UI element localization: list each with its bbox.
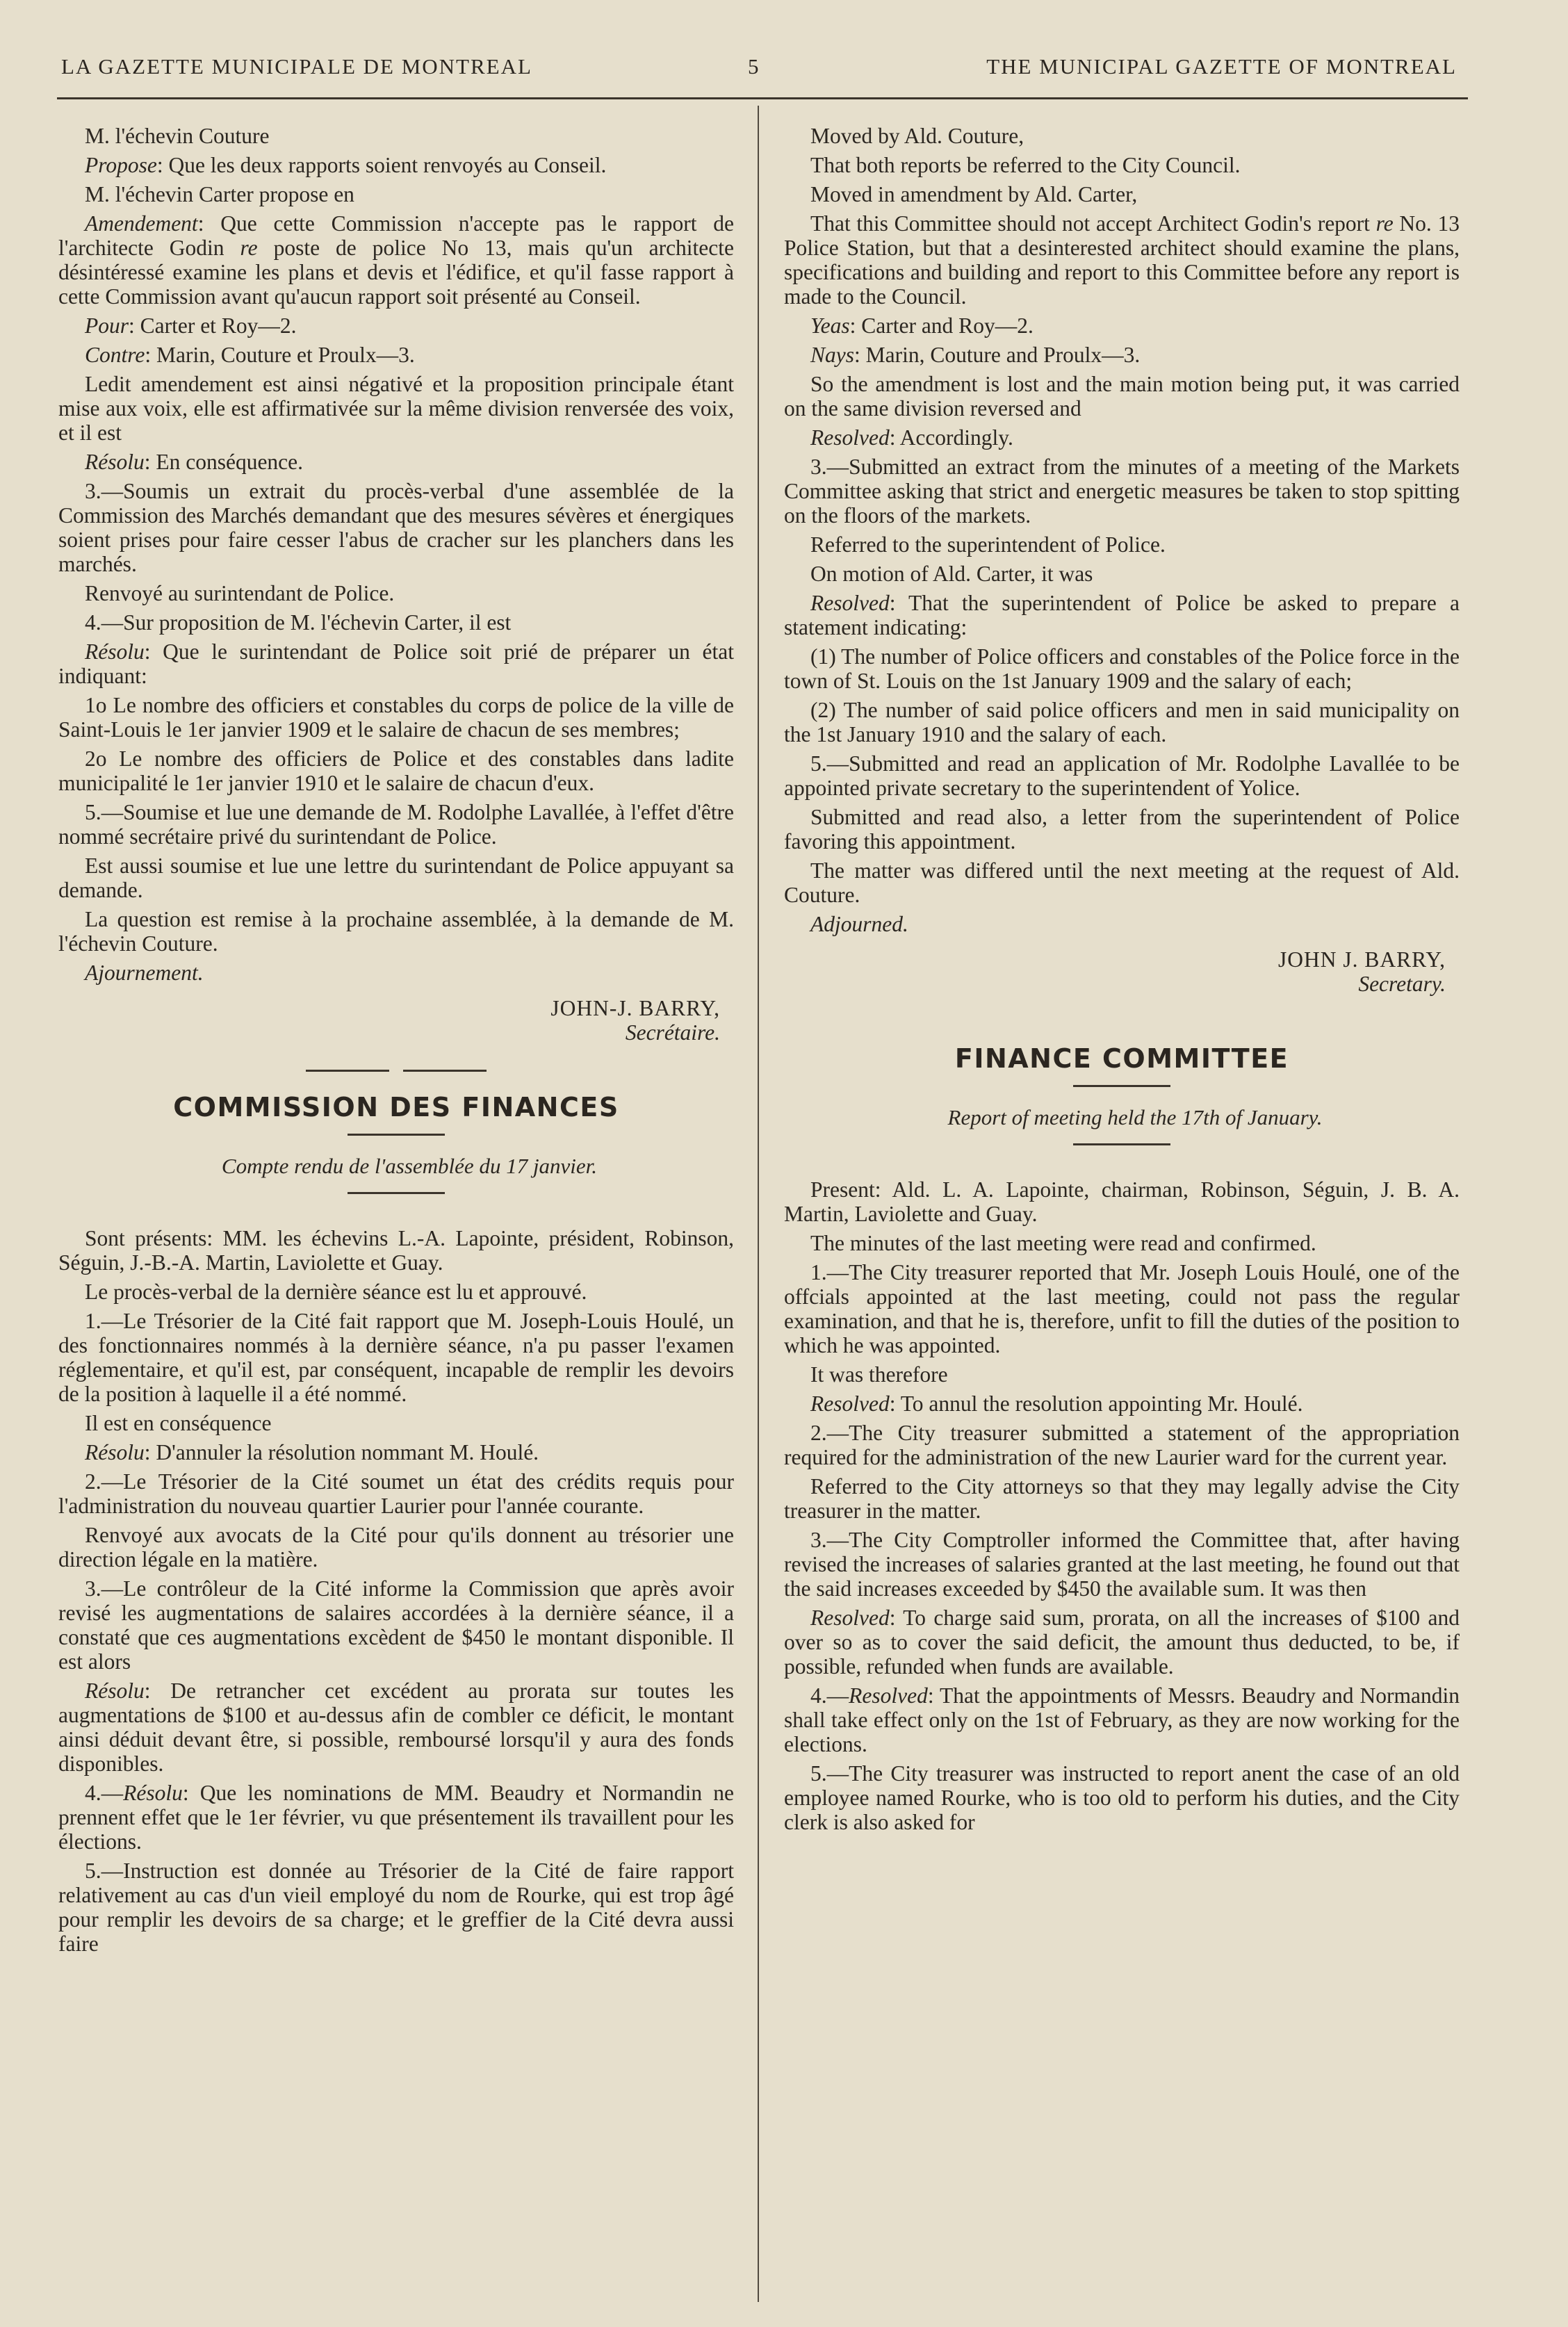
title-rule [1073, 1085, 1170, 1087]
paragraph: 2o Le nombre des officiers de Police et des constables dans ladite municipalité le 1er janvier 1910 et le salaire de chacun d'eux. [58, 746, 734, 795]
paragraph: 3.—Soumis un extrait du procès-verbal d'une assemblée de la Commission des Marchés demandant que des mesures sévères et énergiques soient prises pour faire cesser l'abus de cracher sur les planchers dans les marchés. [58, 479, 734, 576]
paragraph: Résolu: De retrancher cet excédent au prorata sur toutes les augmentations de $100 et au-dessus afin de combler ce déficit, le montant ainsi déduit devant être, si possible, remboursé lorsqu'il y aura des fonds disponibles. [58, 1679, 734, 1776]
paragraph: Sont présents: MM. les échevins L.-A. Lapointe, président, Robinson, Séguin, J.-B.-A. Martin, Laviolette et Guay. [58, 1226, 734, 1275]
paragraph: Renvoyé aux avocats de la Cité pour qu'ils donnent au trésorier une direction légale en la matière. [58, 1523, 734, 1571]
header-rule [57, 97, 1468, 99]
paragraph: (2) The number of said police officers and men in said municipality on the 1st January 1910 and the salary of each. [784, 698, 1460, 746]
paragraph: Referred to the superintendent of Police. [810, 532, 1166, 557]
signature-block [784, 947, 1460, 996]
paragraph: Referred to the City attorneys so that they may legally advise the City treasurer in the matter. [784, 1474, 1460, 1523]
paragraph: Pour: Carter et Roy—2. [85, 313, 297, 338]
paragraph: Est aussi soumise et lue une lettre du surintendant de Police appuyant sa demande. [58, 854, 734, 902]
signature-name: JOHN-J. BARRY, [550, 996, 720, 1020]
paragraph: Moved by Ald. Couture, [810, 124, 1024, 148]
paragraph: Resolved: To annul the resolution appointing Mr. Houlé. [810, 1391, 1303, 1416]
running-header-english: THE MUNICIPAL GAZETTE OF MONTREAL [986, 54, 1457, 79]
title-rule [348, 1134, 445, 1136]
paragraph: M. l'échevin Carter propose en [85, 182, 354, 206]
paragraph: 2.—The City treasurer submitted a statement of the appropriation required for the administration of the new Laurier ward for the current year. [784, 1421, 1460, 1469]
paragraph: Contre: Marin, Couture et Proulx—3. [85, 343, 415, 367]
paragraph: Le procès-verbal de la dernière séance est lu et approuvé. [85, 1280, 587, 1304]
paragraph: Amendement: Que cette Commission n'accepte pas le rapport de l'architecte Godin re poste de police No 13, mais qu'un architecte désintéressé examine les plans et devis et l'édifice, et qu'il fasse rapport à cette Commission avant qu'aucun rapport soit présenté au Conseil. [58, 211, 735, 309]
paragraph: On motion of Ald. Carter, it was [810, 562, 1093, 586]
section-divider [58, 1070, 734, 1072]
paragraph: Résolu: Que le surintendant de Police soit prié de préparer un état indiquant: [58, 639, 734, 688]
paragraph: Present: Ald. L. A. Lapointe, chairman, Robinson, Séguin, J. B. A. Martin, Laviolette and Guay. [784, 1177, 1460, 1226]
paragraph: Resolved: To charge said sum, prorata, on all the increases of $100 and over so as to cover the said deficit, the amount thus deducted, to be, if possible, refunded when funds are available. [784, 1606, 1460, 1679]
paragraph: La question est remise à la prochaine assemblée, à la demande de M. l'échevin Couture. [58, 907, 734, 956]
paragraph: Résolu: D'annuler la résolution nommant M. Houlé. [85, 1440, 539, 1464]
paragraph: 4.—Resolved: That the appointments of Messrs. Beaudry and Normandin shall take effect only on the 1st of February, as they are now working for the elections. [784, 1683, 1460, 1756]
section-title: FINANCE COMMITTEE [954, 1043, 1289, 1074]
paragraph: Ajournement. [85, 961, 204, 985]
paragraph: Yeas: Carter and Roy—2. [810, 313, 1034, 338]
english-column [784, 124, 1460, 1839]
paragraph: That both reports be referred to the City Council. [810, 153, 1241, 177]
section-subtitle: Report of meeting held the 17th of January. [947, 1105, 1323, 1129]
paragraph: That this Committee should not accept Architect Godin's report re No. 13 Police Station, but that a desinterested architect should examine the plans, specifications and building and report to this Committee before any report is made to the Council. [784, 211, 1460, 309]
section-subtitle: Compte rendu de l'assemblée du 17 janvier. [221, 1154, 598, 1178]
french-column [58, 124, 734, 1961]
paragraph: The matter was differed until the next meeting at the request of Ald. Couture. [784, 858, 1460, 907]
paragraph: 1.—Le Trésorier de la Cité fait rapport que M. Joseph-Louis Houlé, un des fonctionnaires nommés à la dernière séance, n'a pu passer l'examen réglementaire, et qu'il est, par conséquent, incapable de remplir les devoirs de la position à laquelle il a été nommé. [58, 1309, 734, 1406]
paragraph: Submitted and read also, a letter from the superintendent of Police favoring this appointment. [784, 805, 1460, 854]
paragraph: 3.—Submitted an extract from the minutes of a meeting of the Markets Committee asking that strict and energetic measures be taken to stop spitting on the floors of the markets. [784, 455, 1460, 528]
page-number: 5 [748, 54, 760, 79]
paragraph: Adjourned. [810, 912, 908, 936]
paragraph: It was therefore [810, 1362, 948, 1387]
column-divider [758, 106, 759, 2302]
paragraph: Ledit amendement est ainsi négativé et la proposition principale étant mise aux voix, elle est affirmativée sur la même division renversée des voix, et il est [58, 372, 734, 445]
signature-block [58, 996, 734, 1045]
paragraph: 3.—Le contrôleur de la Cité informe la Commission que après avoir revisé les augmentations de salaires accordées à la dernière séance, il a constaté que ces augmentations excèdent de $450 le montant disponible. Il est alors [58, 1576, 734, 1674]
paragraph: 5.—Instruction est donnée au Trésorier de la Cité de faire rapport relativement au cas d'un vieil employé du nom de Rourke, qui est trop âgé pour remplir les devoirs de sa charge; et le greffier de la Cité devra aussi faire [58, 1859, 734, 1956]
subtitle-rule [1073, 1143, 1170, 1145]
paragraph: So the amendment is lost and the main motion being put, it was carried on the same division reversed and [784, 372, 1460, 421]
paragraph: (1) The number of Police officers and constables of the Police force in the town of St. Louis on the 1st January 1909 and the salary of each; [784, 644, 1460, 693]
subtitle-rule [348, 1192, 445, 1194]
paragraph: M. l'échevin Couture [85, 124, 270, 148]
signature-role: Secrétaire. [625, 1020, 720, 1045]
section-title: COMMISSION DES FINANCES [173, 1092, 619, 1122]
paragraph: Resolved: Accordingly. [810, 425, 1013, 450]
paragraph: 4.—Résolu: Que les nominations de MM. Beaudry et Normandin ne prennent effet que le 1er février, vu que présentement ils travaillent pour les élections. [58, 1781, 734, 1854]
signature-name: JOHN J. BARRY, [1278, 947, 1446, 972]
paragraph: Résolu: En conséquence. [85, 450, 304, 474]
paragraph: Moved in amendment by Ald. Carter, [810, 182, 1138, 206]
paragraph: Resolved: That the superintendent of Police be asked to prepare a statement indicating: [784, 591, 1460, 639]
paragraph: 5.—Soumise et lue une demande de M. Rodolphe Lavallée, à l'effet d'être nommé secrétaire privé du surintendant de Police. [58, 800, 734, 849]
paragraph: Il est en conséquence [85, 1411, 272, 1435]
signature-role: Secretary. [1358, 972, 1446, 996]
paragraph: Renvoyé au surintendant de Police. [85, 581, 395, 605]
paragraph: 1.—The City treasurer reported that Mr. Joseph Louis Houlé, one of the offcials appointed at the last meeting, could not pass the regular examination, and that he is, therefore, unfit to fill the duties of the position to which he was appointed. [784, 1260, 1460, 1357]
paragraph: 5.—Submitted and read an application of Mr. Rodolphe Lavallée to be appointed private secretary to the superintendent of Yolice. [784, 751, 1460, 800]
paragraph: 2.—Le Trésorier de la Cité soumet un état des crédits requis pour l'administration du nouveau quartier Laurier pour l'année courante. [58, 1469, 734, 1518]
paragraph: 5.—The City treasurer was instructed to report anent the case of an old employee named Rourke, who is too old to perform his duties, and the City clerk is also asked for [784, 1761, 1460, 1834]
running-header-french: LA GAZETTE MUNICIPALE DE MONTREAL [61, 54, 532, 79]
paragraph: Nays: Marin, Couture and Proulx—3. [810, 343, 1141, 367]
paragraph: 1o Le nombre des officiers et constables du corps de police de la ville de Saint-Louis le 1er janvier 1909 et le salaire de chacun de ses membres; [58, 693, 734, 742]
paragraph: 4.—Sur proposition de M. l'échevin Carter, il est [85, 610, 512, 635]
paragraph: Propose: Que les deux rapports soient renvoyés au Conseil. [85, 153, 607, 177]
paragraph: 3.—The City Comptroller informed the Committee that, after having revised the increases of salaries granted at the last meeting, he found out that the said increases exceeded by $450 the available sum. It was then [784, 1528, 1460, 1601]
paragraph: The minutes of the last meeting were read and confirmed. [810, 1231, 1316, 1255]
